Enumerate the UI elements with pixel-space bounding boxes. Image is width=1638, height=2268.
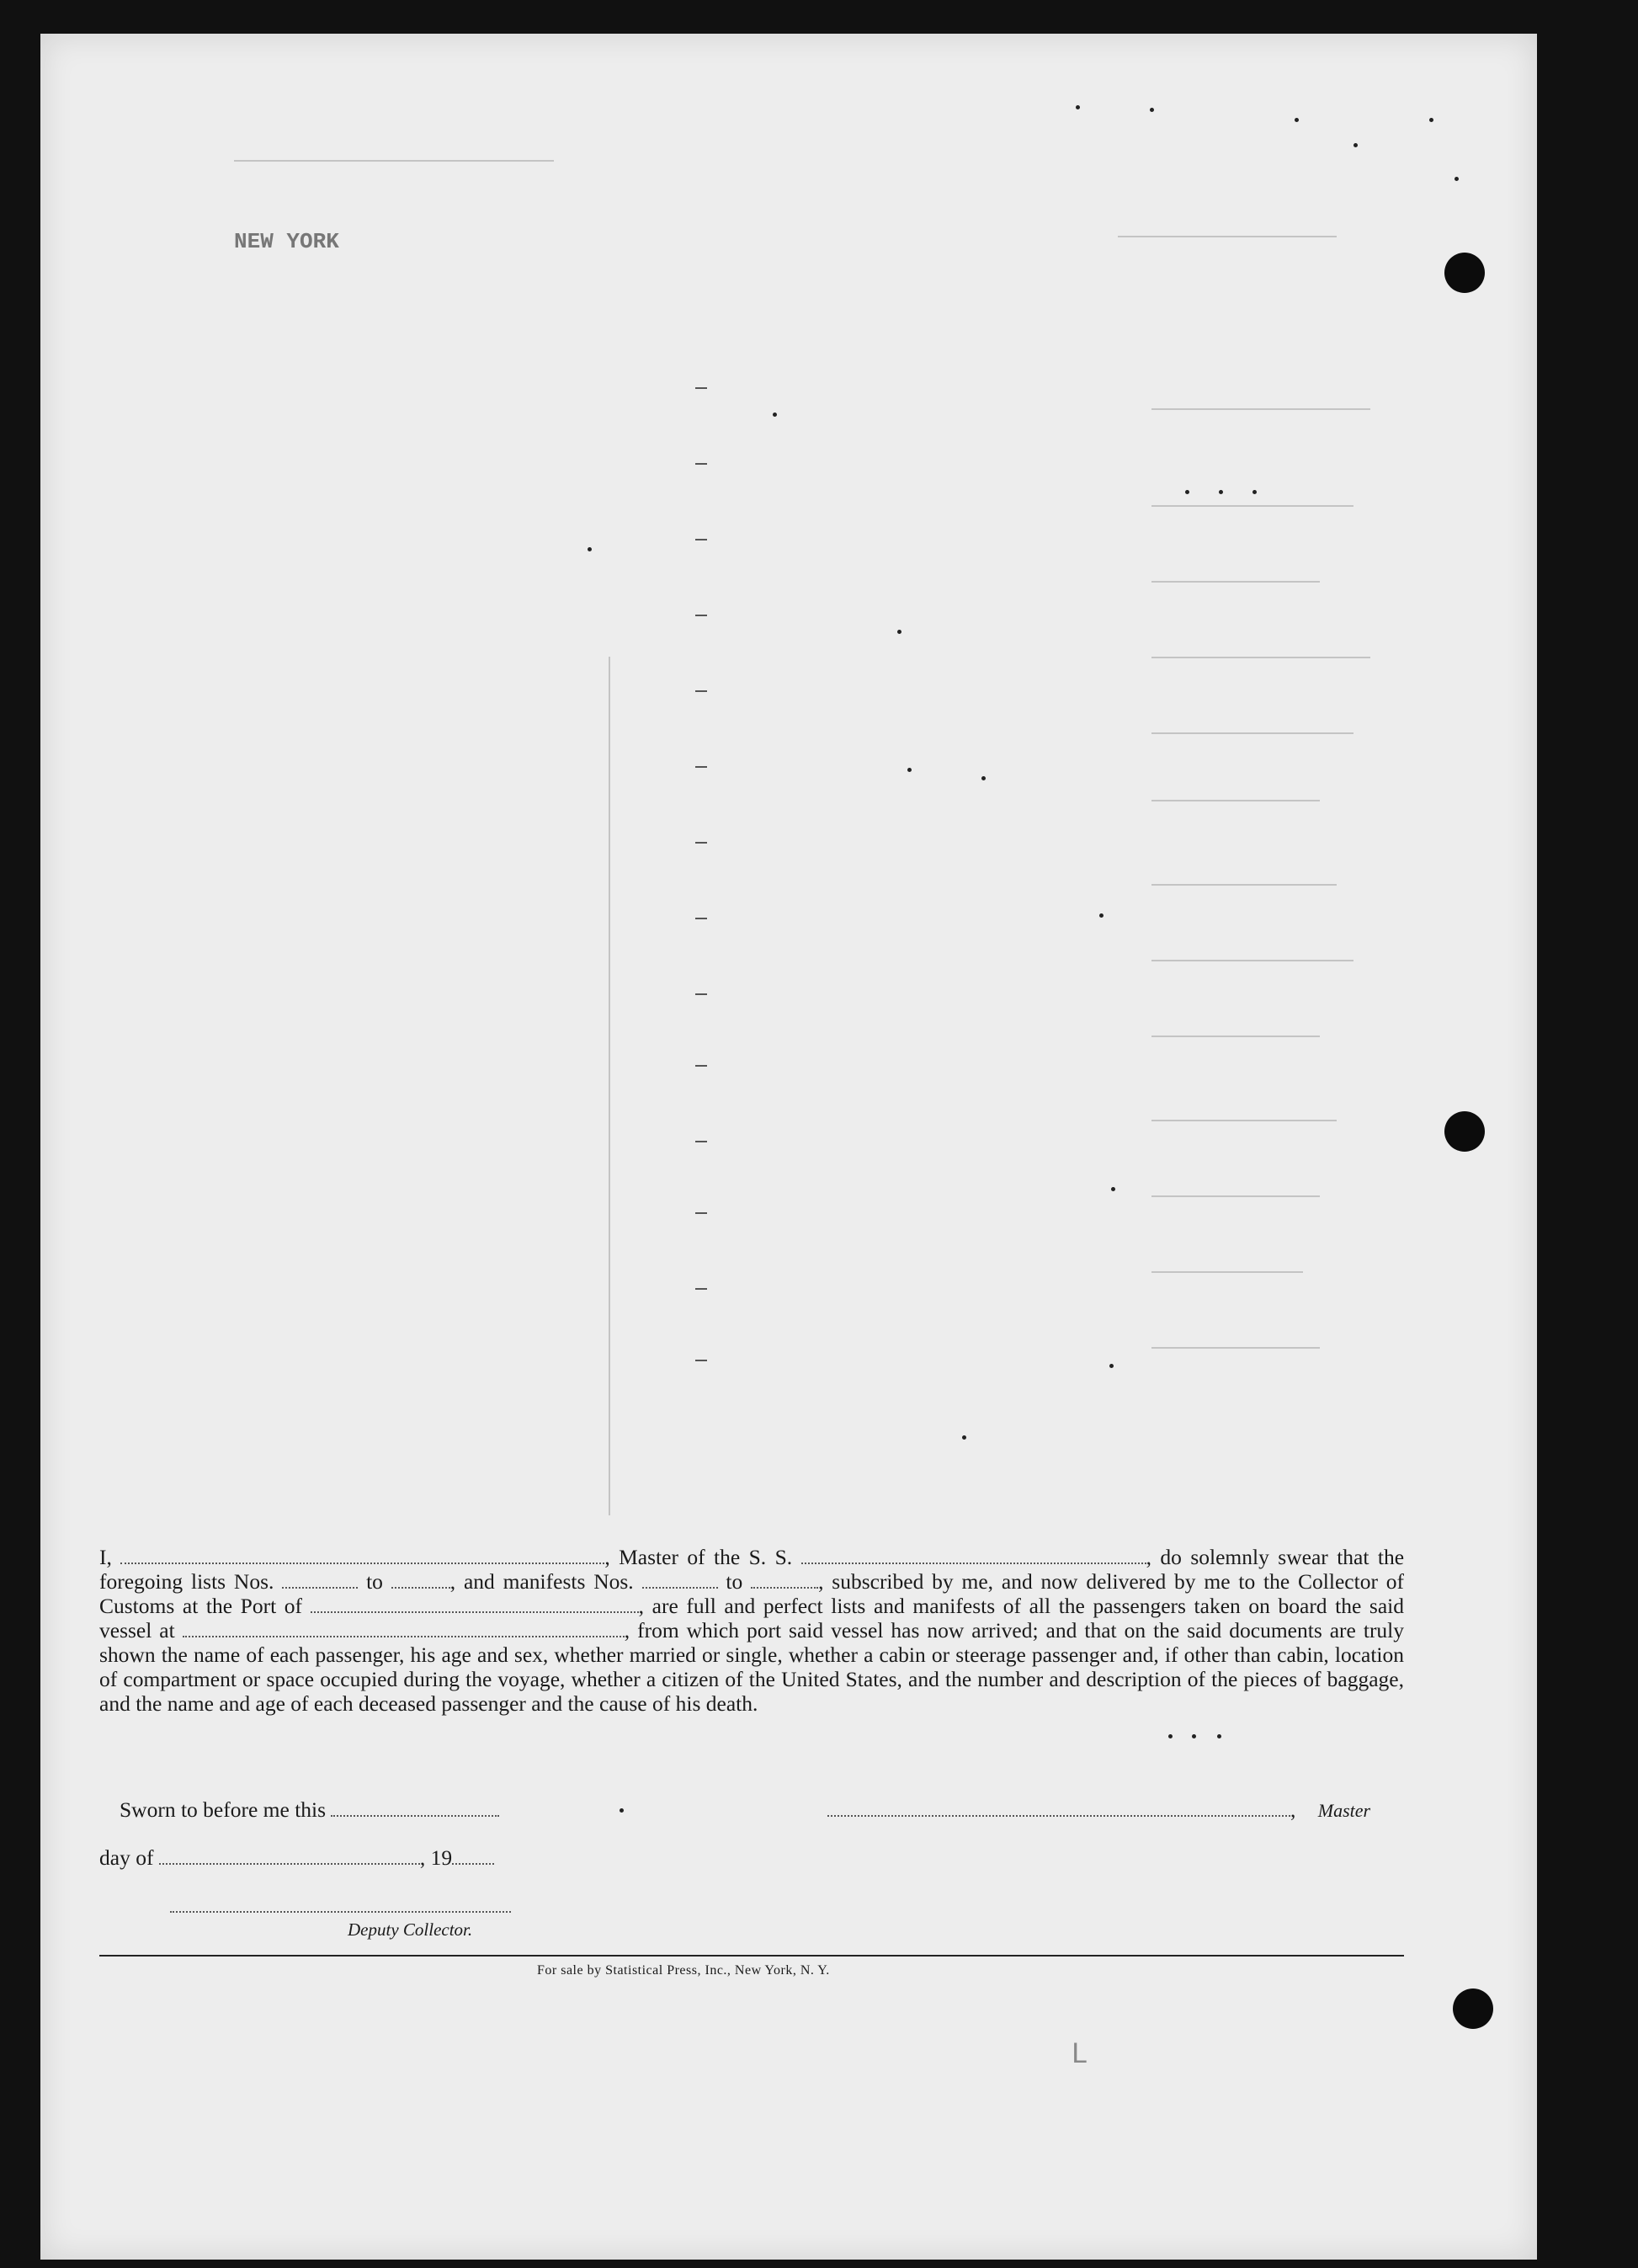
- year-prefix: , 19: [419, 1845, 453, 1870]
- tick-mark: [695, 463, 707, 465]
- bleed-through-line: [1151, 960, 1353, 961]
- oath-line2a: swear that the foregoing lists Nos.: [99, 1545, 1405, 1594]
- port-of-departure-field[interactable]: [183, 1621, 625, 1637]
- day-of-line: [99, 1845, 494, 1871]
- tick-mark: [695, 690, 707, 692]
- master-signature-line: , Master: [827, 1797, 1370, 1823]
- speck: [620, 1808, 624, 1813]
- speck: [1455, 177, 1459, 181]
- bleed-through-line: [1151, 800, 1320, 801]
- tick-mark: [695, 993, 707, 995]
- bleed-through-smudge: ᒪ: [1072, 2038, 1087, 2068]
- speck: [897, 630, 901, 634]
- footer-rule: [99, 1955, 1404, 1957]
- speck: [1192, 1734, 1196, 1738]
- deputy-signature-field[interactable]: [170, 1911, 511, 1913]
- master-label: Master: [1317, 1800, 1371, 1821]
- speck: [1111, 1187, 1115, 1191]
- month-field[interactable]: [159, 1848, 420, 1865]
- bleed-through-line: [1151, 408, 1370, 410]
- punch-hole-bottom: [1453, 1988, 1493, 2029]
- manifests-from-field[interactable]: [642, 1572, 718, 1589]
- oath-manifests: , and manifests Nos.: [449, 1569, 634, 1594]
- oath-solemnly: , do solemnly: [1146, 1545, 1269, 1569]
- speck: [773, 413, 777, 417]
- bleed-through-line: [1118, 236, 1337, 237]
- master-name-field[interactable]: [120, 1547, 604, 1564]
- tick-mark: [695, 842, 707, 844]
- speck: [1252, 490, 1257, 494]
- oath-master-of: , Master of the S. S.: [604, 1545, 793, 1569]
- master-oath: [99, 1545, 1404, 1716]
- printer-imprint: For sale by Statistical Press, Inc., New York, N. Y.: [537, 1963, 830, 1978]
- port-of-arrival-field[interactable]: [311, 1596, 639, 1613]
- tick-mark: [695, 1141, 707, 1142]
- speck: [907, 768, 912, 772]
- header-stamp: NEW YORK: [234, 229, 339, 254]
- tick-mark: [695, 1360, 707, 1361]
- tick-mark: [695, 1065, 707, 1067]
- speck: [1150, 108, 1154, 112]
- tick-mark: [695, 387, 707, 389]
- oath-to2: to: [726, 1569, 743, 1594]
- speck: [588, 547, 592, 551]
- ship-name-field[interactable]: [801, 1547, 1146, 1564]
- tick-mark: [695, 615, 707, 616]
- lists-to-field[interactable]: [391, 1572, 450, 1589]
- speck: [1353, 143, 1358, 147]
- day-of-label: day of: [99, 1845, 154, 1870]
- bleed-through-line: [1151, 732, 1353, 734]
- bleed-through-line: [1151, 1120, 1337, 1121]
- year-field[interactable]: [452, 1848, 494, 1865]
- tick-mark: [695, 1212, 707, 1214]
- sworn-label: Sworn to before me this: [120, 1797, 327, 1822]
- oath-to1: to: [366, 1569, 383, 1594]
- sworn-day-field[interactable]: [331, 1800, 499, 1817]
- speck: [1076, 105, 1080, 109]
- bleed-through-line: [1151, 657, 1370, 658]
- bleed-through-line: [234, 160, 554, 162]
- oath-rest: port said vessel has now arrived; and that on the said documents are truly shown the name of each passenger, his age and sex, whether married or single, whether a cabin or steerage passenger and, if other than cabin, location of compartment or space occupied during the voyage, whether a citizen of the United States, and the number and description of the pieces of baggage, and the name and age of each deceased passenger and the cause of his death.: [99, 1618, 1405, 1716]
- tick-mark: [695, 1288, 707, 1290]
- bleed-through-line: [1151, 1036, 1320, 1037]
- bleed-through-line: [1151, 1271, 1303, 1273]
- bleed-through-line: [1151, 1347, 1320, 1349]
- punch-hole-middle: [1444, 1111, 1485, 1152]
- bleed-through-line: [1151, 884, 1337, 886]
- speck: [1217, 1734, 1221, 1738]
- document-page: [40, 34, 1537, 2260]
- speck: [1168, 1734, 1173, 1738]
- speck: [1099, 913, 1104, 918]
- tick-mark: [695, 766, 707, 768]
- bleed-through-line: [1151, 505, 1353, 507]
- speck: [981, 776, 986, 780]
- master-signature-field[interactable]: [827, 1800, 1290, 1817]
- deputy-collector-label: Deputy Collector.: [348, 1919, 473, 1940]
- column-rule: [609, 657, 610, 1515]
- manifests-to-field[interactable]: [751, 1572, 818, 1589]
- speck: [1219, 490, 1223, 494]
- speck: [1109, 1364, 1114, 1368]
- speck: [1429, 118, 1433, 122]
- tick-mark: [695, 539, 707, 540]
- speck: [1185, 490, 1189, 494]
- punch-hole-top: [1444, 253, 1485, 293]
- speck: [1295, 118, 1299, 122]
- bleed-through-line: [1151, 581, 1320, 583]
- speck: [962, 1435, 966, 1440]
- tick-mark: [695, 918, 707, 919]
- bleed-through-line: [1151, 1195, 1320, 1197]
- oath-line4a: manifests of all the passengers taken on board the said vessel at: [99, 1594, 1405, 1642]
- oath-line3b: , are full and perfect lists and: [638, 1594, 905, 1618]
- oath-line4b: , from which: [624, 1618, 739, 1642]
- oath-i: I,: [99, 1545, 112, 1569]
- oath-line3a: delivered by me to the Collector of Customs at the Port of: [99, 1569, 1405, 1618]
- oath-subscribed: , subscribed by me, and now: [818, 1569, 1078, 1594]
- sworn-line: [120, 1797, 499, 1823]
- lists-from-field[interactable]: [282, 1572, 358, 1589]
